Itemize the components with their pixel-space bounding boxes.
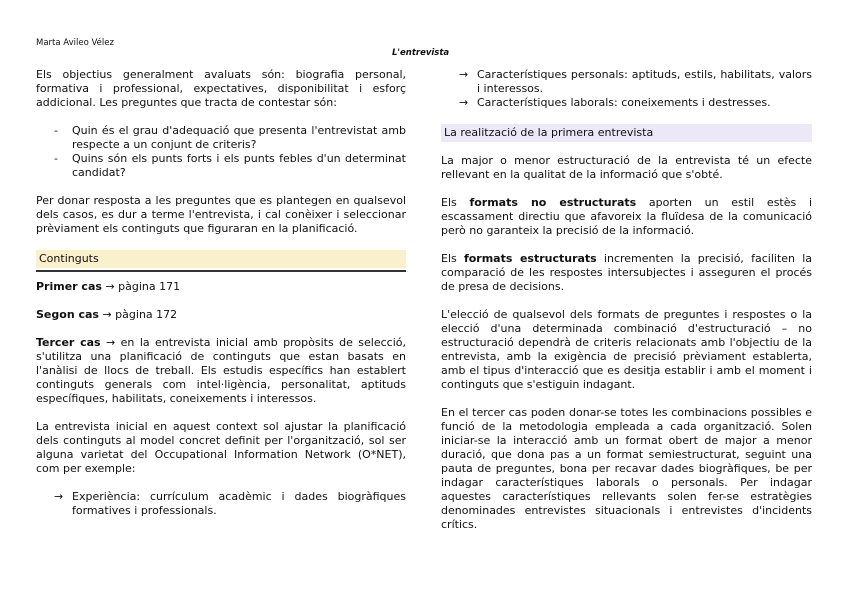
text-fragment: Els <box>441 252 464 265</box>
bold-term: formats estructurats <box>463 252 597 265</box>
text-fragment: incrementen la precisió, faciliten la comparació de les respostes intersubjectes i asseguren el procés de presa de decisions. <box>441 252 812 293</box>
onet-item-text: Característiques personals: aptituds, estils, habilitats, valors i interessos. <box>477 68 812 95</box>
text-fragment: aporten un estil estès i escassament directiu que afavoreix la fluïdesa de la comunicació però no garanteix la precisió de la informació. <box>441 196 813 237</box>
arrow-icon: → <box>459 96 469 109</box>
arrow-icon: → <box>54 490 64 503</box>
section-divider <box>36 270 406 272</box>
intro-paragraph: Els objectius generalment avaluats són: biografia personal, formativa i professional, expectatives, disponibilitat i esforç addicional. Les preguntes que tracta de contestar són: <box>36 68 406 109</box>
case-first <box>36 280 406 294</box>
unstructured-paragraph <box>441 196 812 238</box>
section-heading-continguts: Continguts <box>36 250 406 268</box>
arrow-icon: → <box>459 68 469 81</box>
case-text: → en la entrevista inicial amb propòsits de selecció, s'utilitza una planificació de continguts que estan basats en l'anàlisi de llocs de treball. Els estudis específics han establert continguts generals com intel·ligència, personalitat, aptituds específiques, habilitats, coneixements i interessos. <box>36 336 407 405</box>
questions-list <box>36 124 406 180</box>
case-text: → pàgina 172 <box>102 308 178 321</box>
onet-list-continued <box>441 68 812 110</box>
question-item: - Quins són els punts forts i els punts febles d'un determinat candidat? <box>36 152 406 180</box>
onet-item <box>36 490 406 518</box>
right-column <box>441 68 812 532</box>
case-label: Primer cas <box>36 280 102 293</box>
section-heading-first-interview: La realització de la primera entrevista <box>441 124 812 142</box>
case-second <box>36 308 406 322</box>
onet-list <box>36 490 406 518</box>
onet-item <box>441 96 812 110</box>
case-label: Segon cas <box>36 308 99 321</box>
structured-paragraph <box>441 252 812 294</box>
onet-item <box>441 68 812 96</box>
bold-term: formats no estructurats <box>469 196 637 209</box>
onet-paragraph: La entrevista inicial en aquest context sol ajustar la planificació dels continguts al model concret definit per l'organització, sol ser alguna varietat del Occupational Information Network (O*NET), com per exemple: <box>36 420 406 475</box>
question-item: - Quin és el grau d'adequació que presenta l'entrevistat amb respecte a un conjunt de criteris? <box>36 124 406 152</box>
left-column <box>36 68 406 518</box>
structuring-paragraph: La major o menor estructuració de la entrevista té un efecte rellevant en la qualitat de la informació que s'obté. <box>441 154 812 181</box>
onet-item-text: Experiència: currículum acadèmic i dades biogràfiques formatives i professionals. <box>72 490 406 517</box>
text-fragment: Els <box>441 196 470 209</box>
case-label: Tercer cas <box>36 336 101 349</box>
author-name: Marta Avileo Vélez <box>36 38 114 48</box>
third-case-paragraph: En el tercer cas poden donar-se totes les combinacions possibles e funció de la metodologia empleada a cada organització. Solen iniciar-se la interacció amb un format obert de major a menor duració, que dona pas a un format semiestructurat, seguint una pauta de preguntes, bona per recavar dades biogràfiques, be per indagar característiques laborals o personals. Per indagar aquestes característiques rellevants solen fer-se estratègies denominades entrevistes situacionals i entrevistes d'incidents crítics. <box>441 406 812 531</box>
format-choice-paragraph: L'elecció de qualsevol dels formats de preguntes i respostes o la elecció d'una determinada combinació d'estructuració – no estructuració dependrà de criteris relacionats amb l'objectiu de la entrevista, amb la exigència de precisió prèviament establerta, amb el tipus d'interacció que es desitja establir i amb el moment i continguts que s'estiguin indagant. <box>441 308 812 391</box>
onet-item-text: Característiques laborals: coneixements i destresses. <box>477 96 771 109</box>
page-title: L'entrevista <box>392 48 450 58</box>
case-third <box>36 336 406 406</box>
planning-paragraph: Per donar resposta a les preguntes que es plantegen en qualsevol dels casos, es dur a terme l'entrevista, i cal conèixer i seleccionar prèviament els continguts que figuraran en la planificació. <box>36 194 406 235</box>
case-text: → pàgina 171 <box>105 280 181 293</box>
